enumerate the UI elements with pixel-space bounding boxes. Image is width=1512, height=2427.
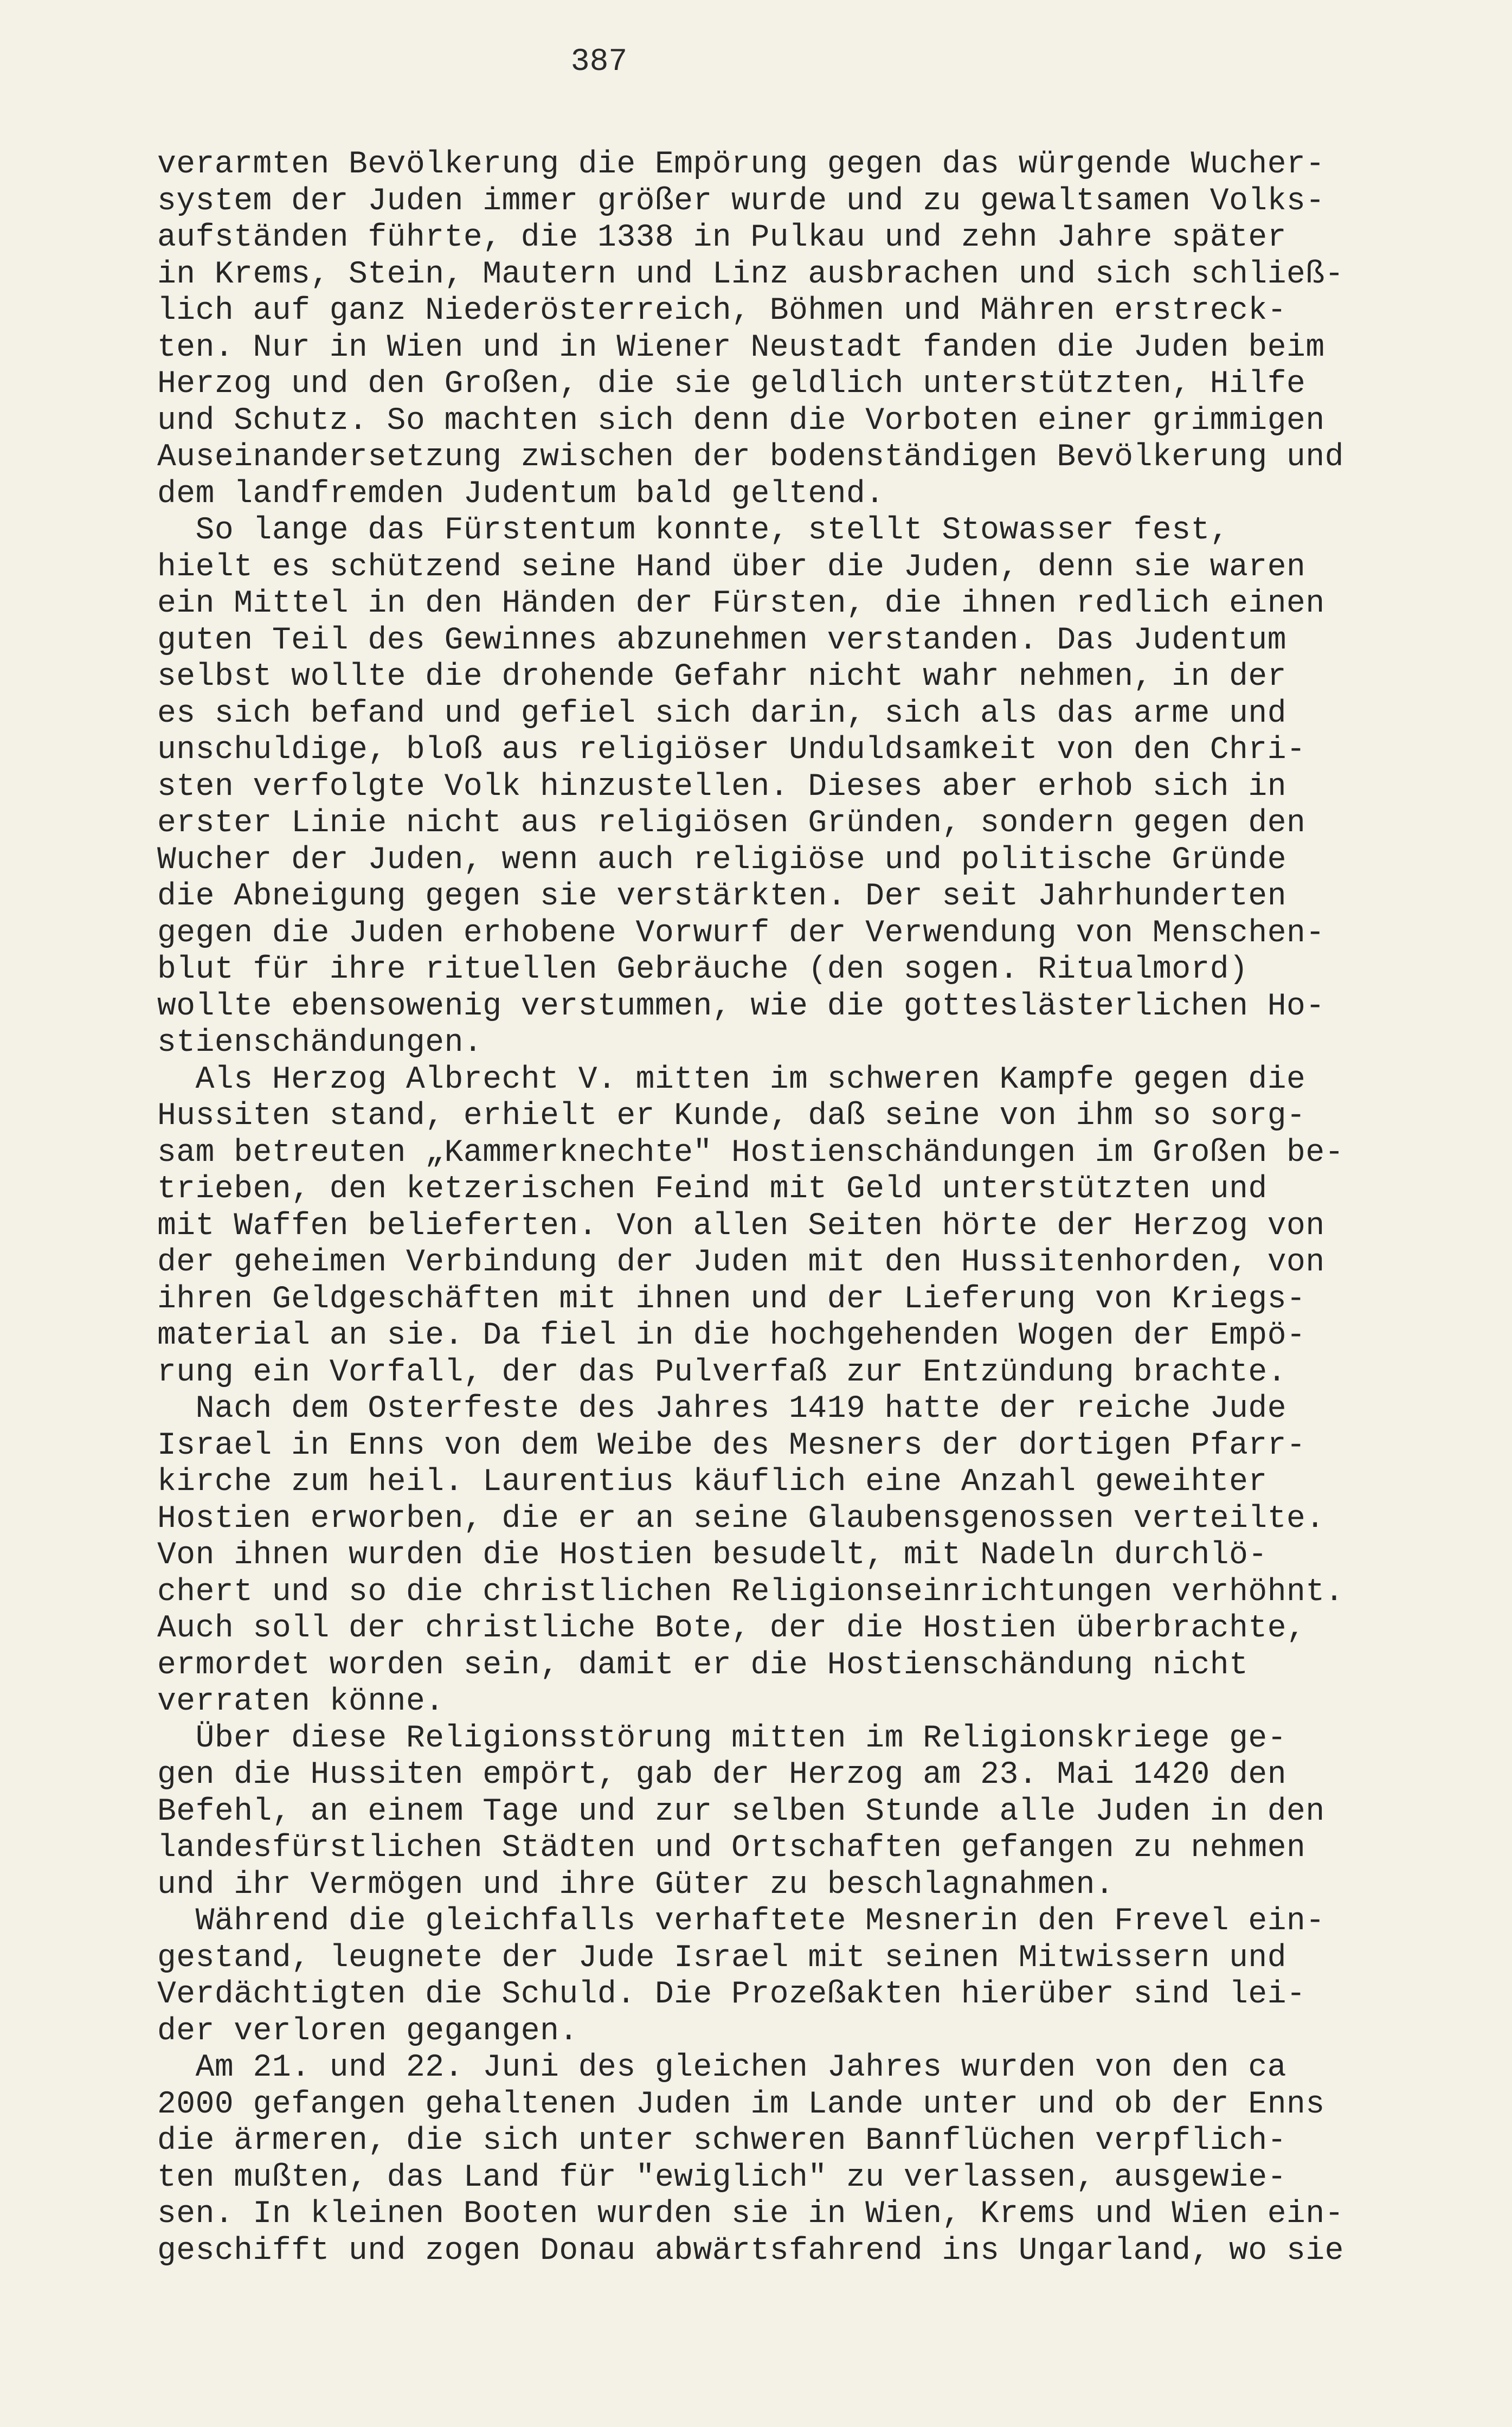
text-line: lich auf ganz Niederösterreich, Böhmen und Mähren erstreck-	[157, 293, 1287, 329]
text-line: system der Juden immer größer wurde und zu gewaltsamen Volks-	[157, 183, 1325, 219]
text-line: ihren Geldgeschäften mit ihnen und der Lieferung von Kriegs-	[157, 1281, 1306, 1317]
body-text	[157, 146, 1491, 2269]
text-line: der geheimen Verbindung der Juden mit den Hussitenhorden, von	[157, 1245, 1325, 1280]
text-line: ten mußten, das Land für "ewiglich" zu verlassen, ausgewie-	[157, 2160, 1287, 2195]
text-line: gegen die Juden erhobene Vorwurf der Verwendung von Menschen-	[157, 915, 1325, 951]
text-line: hielt es schützend seine Hand über die Juden, denn sie waren	[157, 549, 1306, 585]
text-line: sen. In kleinen Booten wurden sie in Wien, Krems und Wien ein-	[157, 2197, 1344, 2232]
text-line: Befehl, an einem Tage und zur selben Stunde alle Juden in den	[157, 1794, 1325, 1829]
text-line: Hostien erworben, die er an seine Glaubensgenossen verteilte.	[157, 1501, 1325, 1537]
text-line: landesfürstlichen Städten und Ortschaften gefangen zu nehmen	[157, 1831, 1306, 1866]
text-line: gen die Hussiten empört, gab der Herzog am 23. Mai 1420 den	[157, 1757, 1287, 1793]
text-line: Von ihnen wurden die Hostien besudelt, mit Nadeln durchlö-	[157, 1538, 1267, 1573]
text-line: ermordet worden sein, damit er die Hostienschändung nicht	[157, 1647, 1249, 1683]
text-line: verarmten Bevölkerung die Empörung gegen das würgende Wucher-	[157, 147, 1325, 182]
text-line: Herzog und den Großen, die sie geldlich unterstützten, Hilfe	[157, 367, 1306, 402]
text-line: Hussiten stand, erhielt er Kunde, daß seine von ihm so sorg-	[157, 1099, 1306, 1134]
text-line: Verdächtigten die Schuld. Die Prozeßakten hierüber sind lei-	[157, 1977, 1306, 2012]
text-line: ten. Nur in Wien und in Wiener Neustadt fanden die Juden beim	[157, 330, 1325, 365]
text-line: chert und so die christlichen Religionseinrichtungen verhöhnt.	[157, 1574, 1344, 1610]
text-line: gestand, leugnete der Jude Israel mit seinen Mitwissern und	[157, 1940, 1287, 1976]
text-line: stienschändungen.	[157, 1025, 483, 1061]
text-line: Wucher der Juden, wenn auch religiöse und politische Gründe	[157, 842, 1287, 878]
text-line: So lange das Fürstentum konnte, stellt Stowasser fest,	[157, 513, 1230, 548]
text-line: kirche zum heil. Laurentius käuflich eine Anzahl geweihter	[157, 1465, 1267, 1500]
text-line: Auch soll der christliche Bote, der die Hostien überbrachte,	[157, 1611, 1306, 1646]
text-line: wollte ebensowenig verstummen, wie die gotteslästerlichen Ho-	[157, 988, 1325, 1024]
text-line: guten Teil des Gewinnes abzunehmen verstanden. Das Judentum	[157, 622, 1287, 658]
text-line: erster Linie nicht aus religiösen Gründen, sondern gegen den	[157, 806, 1306, 841]
text-line: rung ein Vorfall, der das Pulverfaß zur Entzündung brachte.	[157, 1354, 1287, 1390]
text-line: die Abneigung gegen sie verstärkten. Der seit Jahrhunderten	[157, 879, 1287, 914]
text-line: unschuldige, bloß aus religiöser Unduldsamkeit von den Chri-	[157, 733, 1306, 768]
text-line: ein Mittel in den Händen der Fürsten, die ihnen redlich einen	[157, 586, 1325, 621]
text-line: Auseinandersetzung zwischen der bodenständigen Bevölkerung und	[157, 440, 1344, 475]
text-line: es sich befand und gefiel sich darin, sich als das arme und	[157, 696, 1287, 731]
text-line: und Schutz. So machten sich denn die Vorboten einer grimmigen	[157, 403, 1325, 439]
text-line: mit Waffen belieferten. Von allen Seiten hörte der Herzog von	[157, 1208, 1325, 1244]
text-line: blut für ihre rituellen Gebräuche (den sogen. Ritualmord)	[157, 952, 1249, 987]
text-line: selbst wollte die drohende Gefahr nicht wahr nehmen, in der	[157, 659, 1287, 695]
text-line: Während die gleichfalls verhaftete Mesnerin den Frevel ein-	[157, 1904, 1325, 1939]
text-line: die ärmeren, die sich unter schweren Bannflüchen verpflich-	[157, 2123, 1287, 2159]
text-line: Nach dem Osterfeste des Jahres 1419 hatte der reiche Jude	[157, 1391, 1287, 1427]
text-line: material an sie. Da fiel in die hochgehenden Wogen der Empö-	[157, 1318, 1306, 1353]
text-line: sten verfolgte Volk hinzustellen. Dieses aber erhob sich in	[157, 769, 1287, 805]
text-line: Israel in Enns von dem Weibe des Mesners der dortigen Pfarr-	[157, 1428, 1306, 1463]
text-line: sam betreuten „Kammerknechte" Hostienschändungen im Großen be-	[157, 1135, 1344, 1171]
text-line: Am 21. und 22. Juni des gleichen Jahres wurden von den ca	[157, 2050, 1287, 2085]
text-line: Als Herzog Albrecht V. mitten im schweren Kampfe gegen die	[157, 1062, 1306, 1097]
text-line: in Krems, Stein, Mautern und Linz ausbrachen und sich schließ-	[157, 256, 1344, 292]
text-line: trieben, den ketzerischen Feind mit Geld unterstützten und	[157, 1172, 1267, 1207]
text-line: und ihr Vermögen und ihre Güter zu beschlagnahmen.	[157, 1867, 1115, 1903]
text-line: verraten könne.	[157, 1684, 445, 1719]
page-number: 387	[570, 44, 628, 80]
text-line: 2000 gefangen gehaltenen Juden im Lande unter und ob der Enns	[157, 2086, 1325, 2122]
text-line: dem landfremden Judentum bald geltend.	[157, 476, 885, 512]
text-line: geschifft und zogen Donau abwärtsfahrend ins Ungarland, wo sie	[157, 2233, 1344, 2269]
text-line: aufständen führte, die 1338 in Pulkau und zehn Jahre später	[157, 220, 1287, 255]
text-line: der verloren gegangen.	[157, 2013, 578, 2049]
text-line: Über diese Religionsstörung mitten im Religionskriege ge-	[157, 1720, 1287, 1756]
